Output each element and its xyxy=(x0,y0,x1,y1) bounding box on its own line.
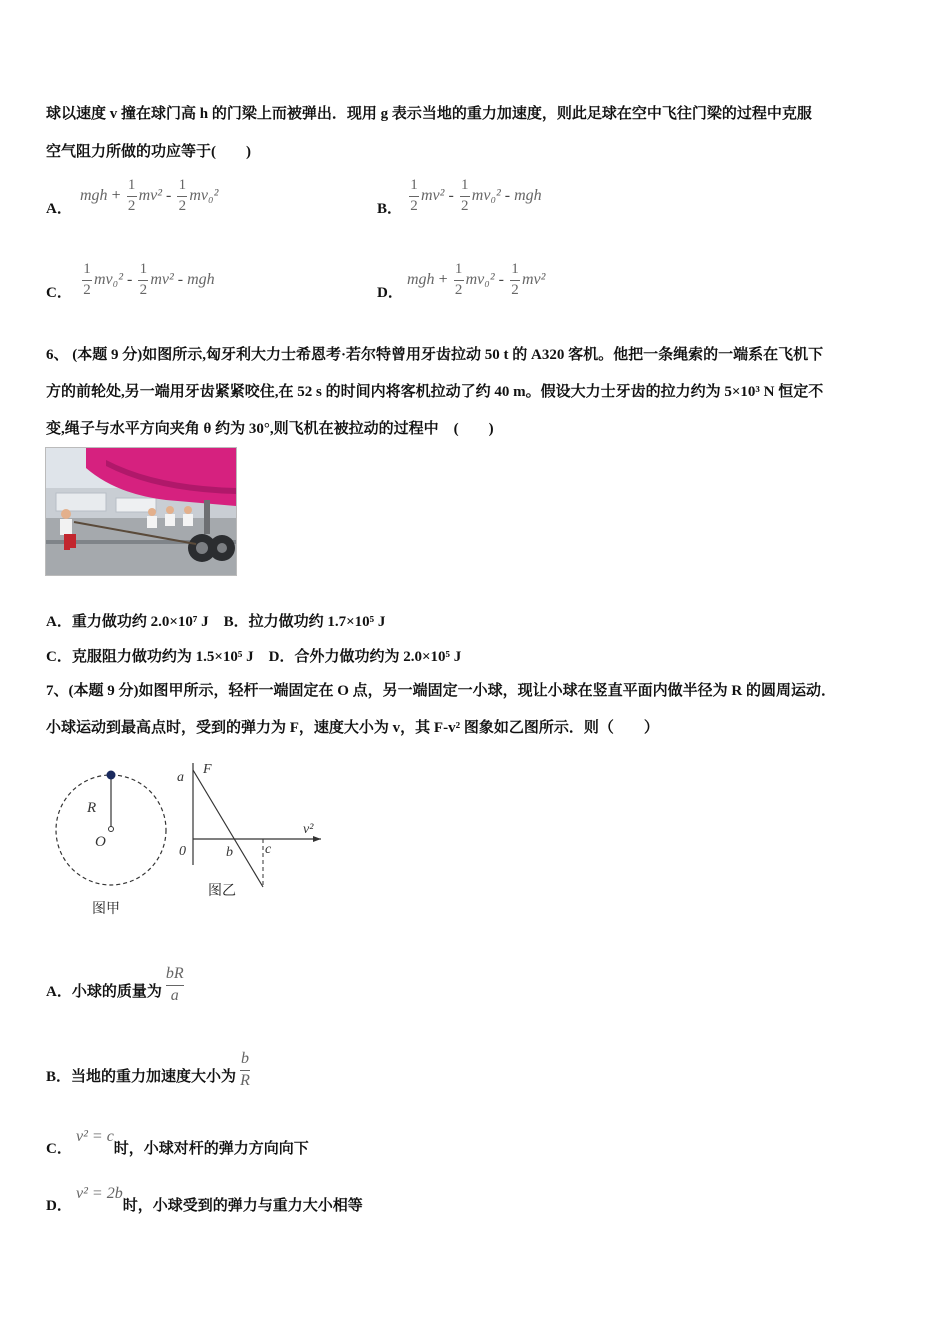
q7-line-2: 小球运动到最高点时，受到的弹力为 F，速度大小为 v，其 F-v² 图象如乙图所示．则（ ） xyxy=(46,720,659,736)
q7-option-c-math: v² = c xyxy=(76,1128,114,1145)
math-term: mgh xyxy=(407,271,435,288)
math-term: mv² xyxy=(421,187,445,204)
numerator: bR xyxy=(165,965,184,983)
math-op: - xyxy=(177,271,184,288)
figure-yi xyxy=(177,762,321,899)
math-op: - xyxy=(498,271,504,288)
fraction-half: $\frac{1}{2}$ xyxy=(178,176,187,214)
option-label: D． xyxy=(377,284,403,301)
fraction-half: $\frac{1}{2}$ xyxy=(127,176,136,214)
math-term: mv₀² xyxy=(94,271,124,288)
label-r: R xyxy=(87,800,97,816)
q7-option-c-label: C． xyxy=(46,1141,72,1157)
math-term: mgh xyxy=(187,271,215,288)
fraction-half: $\frac{1}{2}$ xyxy=(410,176,418,214)
math-op: - xyxy=(127,271,133,288)
label-a: a xyxy=(177,770,184,785)
q5-option-b-formula xyxy=(407,178,542,215)
q6-options-line-2: C．克服阻力做功约为 1.5×10⁵ J D．合外力做功约为 2.0×10⁵ J xyxy=(46,649,462,665)
denominator: a xyxy=(170,987,179,1005)
math-op: - xyxy=(448,187,454,204)
label-f: F xyxy=(203,762,212,777)
airplane-pull-photo xyxy=(45,447,237,576)
airplane-pull-illustration xyxy=(46,448,236,575)
option-label: A． xyxy=(46,200,72,217)
q7-option-d-label: D． xyxy=(46,1198,72,1214)
q6-line-2: 方的前轮处,另一端用牙齿紧紧咬住,在 52 s 的时间内将客机拉动了约 40 m。假设大力士牙齿的拉力约为 5×10³ N 恒定不 xyxy=(46,384,824,400)
q7-option-a xyxy=(46,955,186,1005)
q5-option-c-formula xyxy=(80,262,215,299)
q5-option-d xyxy=(377,256,545,304)
math-term: mv² xyxy=(150,271,174,288)
caption-jia: 图甲 xyxy=(92,901,120,917)
q5-option-b xyxy=(377,172,542,220)
q6-line-3: 变,绳子与水平方向夹角 θ 约为 30°,则飞机在被拉动的过程中 ( ) xyxy=(46,421,494,437)
q7-line-1: 7、(本题 9 分)如图甲所示，轻杆一端固定在 O 点，另一端固定一小球，现让小球在竖直平面内做半径为 R 的圆周运动． xyxy=(46,683,836,699)
math-term: mgh xyxy=(514,187,542,204)
math-term: mv₀² xyxy=(471,187,501,204)
q7-option-c-text: 时，小球对杆的弹力方向向下 xyxy=(113,1141,309,1157)
q7-option-b xyxy=(46,1040,252,1090)
q6-options-line-1: A．重力做功约 2.0×10⁷ J B．拉力做功约 1.7×10⁵ J xyxy=(46,614,386,630)
math-op: - xyxy=(504,187,511,204)
math-op: - xyxy=(166,187,172,204)
fraction-b-over-r xyxy=(240,1051,250,1090)
math-term: mv² xyxy=(138,187,163,204)
q7-figures xyxy=(45,755,335,925)
x-axis-arrow xyxy=(313,836,321,842)
q5-option-c xyxy=(46,256,215,304)
denominator: R xyxy=(240,1072,250,1090)
q6-line-1: 6、 (本题 9 分)如图所示,匈牙利大力士希恩考·若尔特曾用牙齿拉动 50 t 的 A320 客机。他把一条绳索的一端系在飞机下 xyxy=(46,347,824,363)
q5-line-1: 球以速度 v 撞在球门高 h 的门梁上而被弹出．现用 g 表示当地的重力加速度，则此足球在空中飞往门梁的过程中克服 xyxy=(46,106,812,122)
fraction-half: $\frac{1}{2}$ xyxy=(139,260,148,298)
fraction-half: $\frac{1}{2}$ xyxy=(461,176,469,214)
q5-option-d-formula xyxy=(407,262,545,299)
fraction-half: $\frac{1}{2}$ xyxy=(83,260,91,298)
pivot-point xyxy=(109,827,114,832)
math-term: mv₀² xyxy=(465,271,495,288)
q7-option-d xyxy=(46,1183,363,1215)
fraction-br-over-a xyxy=(166,966,184,1005)
q5-option-a-formula xyxy=(80,178,218,215)
q7-option-b-label: B．当地的重力加速度大小为 xyxy=(46,1069,237,1085)
q7-option-a-label: A．小球的质量为 xyxy=(46,984,162,1000)
math-op: + xyxy=(111,187,121,204)
numerator: b xyxy=(241,1050,250,1068)
caption-yi: 图乙 xyxy=(208,883,236,899)
q7-option-d-text: 时，小球受到的弹力与重力大小相等 xyxy=(122,1198,363,1214)
q5-option-a xyxy=(46,172,218,220)
math-term: mgh xyxy=(80,187,108,204)
label-b: b xyxy=(226,845,233,860)
label-v2: v² xyxy=(303,822,314,837)
math-op: + xyxy=(438,271,448,288)
q5-line-2: 空气阻力所做的功应等于( ) xyxy=(46,144,251,160)
option-label: C． xyxy=(46,284,72,301)
option-label: B． xyxy=(377,200,403,217)
fraction-half: $\frac{1}{2}$ xyxy=(511,260,519,298)
math-term: mv² xyxy=(521,271,546,288)
q7-option-d-math: v² = 2b xyxy=(76,1185,123,1202)
label-o: O xyxy=(95,834,106,850)
graph-line xyxy=(193,770,263,887)
ball xyxy=(107,771,116,780)
label-c: c xyxy=(265,842,272,857)
q7-option-c xyxy=(46,1126,309,1158)
label-zero: 0 xyxy=(179,844,186,859)
fraction-half: $\frac{1}{2}$ xyxy=(454,260,463,298)
math-term: mv₀² xyxy=(189,187,219,204)
figure-jia xyxy=(56,771,166,918)
